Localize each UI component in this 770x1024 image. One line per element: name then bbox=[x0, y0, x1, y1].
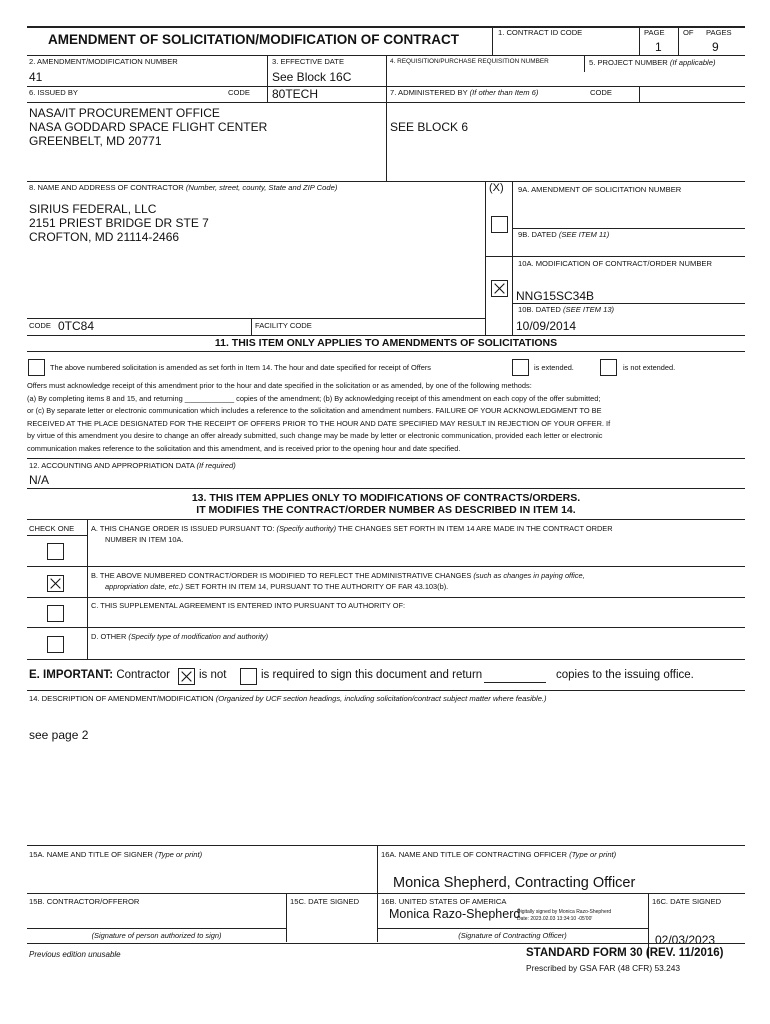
dated-10b-label: 10B. DATED (SEE ITEM 13) bbox=[518, 305, 615, 314]
item-10-checkbox[interactable] bbox=[491, 280, 508, 297]
divider bbox=[377, 928, 648, 929]
instruction-line: or (c) By separate letter or electronic communication which includes a reference to the solicitation and amendment numbers. FAILURE OF YOUR ACKNOWLEDGMENT TO BE bbox=[27, 406, 602, 416]
is-required-checkbox[interactable] bbox=[240, 668, 257, 685]
requisition-label: 4. REQUISITION/PURCHASE REQUISITION NUMBER bbox=[390, 58, 549, 65]
item-11-heading: 11. THIS ITEM ONLY APPLIES TO AMENDMENTS OF SOLICITATIONS bbox=[214, 337, 558, 349]
instruction-line: by virtue of this amendment you desire to change an offer already submitted, such change may be made by letter or electronic communication, provided each letter or electronic bbox=[27, 431, 603, 441]
standard-form-label: STANDARD FORM 30 (REV. 11/2016) bbox=[526, 947, 724, 959]
divider bbox=[27, 181, 745, 182]
divider bbox=[27, 943, 745, 944]
officer-date-value: 02/03/2023 bbox=[655, 933, 716, 947]
issuer-line: NASA GODDARD SPACE FLIGHT CENTER bbox=[29, 120, 268, 134]
divider bbox=[512, 303, 745, 304]
divider bbox=[27, 535, 87, 536]
important-label: E. IMPORTANT: bbox=[29, 669, 114, 681]
option-c-line: C. THIS SUPPLEMENTAL AGREEMENT IS ENTERED INTO PURSUANT TO AUTHORITY OF: bbox=[91, 601, 406, 610]
administered-by-label: 7. ADMINISTERED BY (If other than Item 6) bbox=[390, 88, 539, 97]
divider bbox=[27, 566, 745, 567]
dated-10b-value: 10/09/2014 bbox=[516, 319, 577, 333]
form-title: AMENDMENT OF SOLICITATION/MODIFICATION OF CONTRACT bbox=[48, 32, 459, 47]
divider bbox=[27, 597, 745, 598]
divider bbox=[27, 458, 745, 459]
digital-signature: Monica Razo-Shepherd bbox=[389, 907, 521, 921]
divider bbox=[639, 26, 640, 56]
instruction-line: communication makes reference to the solicitation and this amendment, and is received prior to the opening hour and date specified. bbox=[27, 443, 461, 453]
copies-blank[interactable] bbox=[484, 682, 546, 683]
x-column-header: (X) bbox=[489, 182, 504, 194]
not-extended-checkbox[interactable] bbox=[600, 359, 617, 376]
amendment-number-value: 41 bbox=[29, 70, 43, 84]
divider bbox=[386, 55, 387, 182]
option-b-line2: appropriation date, etc.) SET FORTH IN ITEM 14, PURSUANT TO THE AUTHORITY OF FAR 43.103(b). bbox=[105, 582, 449, 591]
modification-contract-value: NNG15SC34B bbox=[516, 289, 595, 303]
issued-code-label: CODE bbox=[228, 88, 250, 97]
issued-code-value: 80TECH bbox=[272, 87, 319, 101]
instruction-line: (a) By completing items 8 and 15, and returning ____________ copies of the amendment; (b) By acknowledging receipt of this amendment on each copy of the offer submitted; bbox=[27, 393, 601, 403]
divider bbox=[639, 86, 640, 102]
issuer-line: NASA/IT PROCUREMENT OFFICE bbox=[29, 106, 220, 120]
accounting-value: N/A bbox=[29, 473, 50, 487]
contractor-label: 8. NAME AND ADDRESS OF CONTRACTOR (Number, street, county, State and ZIP Code) bbox=[29, 183, 338, 192]
top-border bbox=[27, 26, 745, 28]
solicitation-amended-text: The above numbered solicitation is amended as set forth in Item 14. The hour and date specified for receipt of Offers bbox=[50, 363, 431, 372]
contractor-code-value: 0TC84 bbox=[58, 319, 95, 333]
option-d-line: D. OTHER (Specify type of modification and authority) bbox=[91, 632, 269, 641]
page-label: PAGE bbox=[644, 28, 665, 37]
item-9-checkbox[interactable] bbox=[491, 216, 508, 233]
pages-value: 9 bbox=[712, 40, 719, 54]
x-mark-icon bbox=[179, 669, 194, 684]
administered-code-label: CODE bbox=[590, 88, 612, 97]
not-extended-label: is not extended. bbox=[623, 363, 676, 372]
contractor-word: Contractor bbox=[116, 669, 171, 681]
item-13-heading bbox=[27, 492, 745, 516]
contract-id-label: 1. CONTRACT ID CODE bbox=[498, 28, 583, 37]
amend-solicitation-label: 9A. AMENDMENT OF SOLICITATION NUMBER bbox=[518, 185, 682, 194]
option-b-checkbox[interactable] bbox=[47, 575, 64, 592]
page-value: 1 bbox=[655, 40, 662, 54]
contractor-code-label: CODE bbox=[29, 321, 51, 330]
option-a-checkbox[interactable] bbox=[47, 543, 64, 560]
divider bbox=[27, 659, 745, 660]
is-not-label: is not bbox=[199, 669, 227, 681]
divider bbox=[485, 181, 486, 336]
divider bbox=[27, 488, 745, 489]
administered-by-value: SEE BLOCK 6 bbox=[390, 120, 469, 134]
option-a-line1: A. THIS CHANGE ORDER IS ISSUED PURSUANT TO: (Specify authority) THE CHANGES SET FORTH IN ITEM 14 ARE MADE IN THE CONTRACT ORDER bbox=[91, 524, 613, 533]
copies-label: copies to the issuing office. bbox=[556, 669, 694, 681]
item-13-heading-line: 13. THIS ITEM APPLIES ONLY TO MODIFICATIONS OF CONTRACTS/ORDERS. bbox=[191, 492, 581, 504]
divider bbox=[485, 256, 745, 257]
divider bbox=[27, 519, 745, 520]
divider bbox=[27, 845, 745, 846]
divider bbox=[27, 893, 745, 894]
divider bbox=[27, 102, 745, 103]
item-11-instructions bbox=[27, 380, 747, 456]
divider bbox=[27, 928, 286, 929]
x-mark-icon bbox=[492, 281, 507, 296]
divider bbox=[678, 26, 679, 56]
effective-date-label: 3. EFFECTIVE DATE bbox=[272, 57, 345, 66]
divider bbox=[267, 86, 268, 102]
digital-signature-line: Digitally signed by Monica Razo-Shepherd bbox=[517, 909, 612, 915]
digital-signature-info bbox=[517, 909, 611, 923]
instruction-line: RECEIVED AT THE PLACE DESIGNATED FOR THE RECEIPT OF OFFERS PRIOR TO THE HOUR AND DATE SPECIFIED MAY RESULT IN REJECTION OF YOUR OFFER. If bbox=[27, 418, 611, 428]
option-d-checkbox[interactable] bbox=[47, 636, 64, 653]
x-mark-icon bbox=[48, 576, 63, 591]
important-row bbox=[29, 670, 170, 682]
project-number-label: 5. PROJECT NUMBER (If applicable) bbox=[589, 58, 716, 67]
divider bbox=[27, 627, 745, 628]
prescribed-by-label: Prescribed by GSA FAR (48 CFR) 53.243 bbox=[526, 963, 681, 973]
officer-name-value: Monica Shepherd, Contracting Officer bbox=[393, 875, 636, 891]
effective-date-value: See Block 16C bbox=[272, 70, 352, 84]
contractor-line: CROFTON, MD 21114-2466 bbox=[29, 230, 180, 244]
accounting-label: 12. ACCOUNTING AND APPROPRIATION DATA (If required) bbox=[29, 461, 236, 470]
issuer-line: GREENBELT, MD 20771 bbox=[29, 134, 162, 148]
officer-name-label: 16A. NAME AND TITLE OF CONTRACTING OFFICER (Type or print) bbox=[381, 850, 617, 859]
officer-date-label: 16C. DATE SIGNED bbox=[652, 897, 722, 906]
divider bbox=[27, 86, 745, 87]
item-13-heading-line: IT MODIFIES THE CONTRACT/ORDER NUMBER AS DESCRIBED IN ITEM 14. bbox=[196, 504, 576, 516]
divider bbox=[512, 181, 513, 336]
amendment-number-label: 2. AMENDMENT/MODIFICATION NUMBER bbox=[29, 57, 178, 66]
digital-signature-line: Date: 2023.02.03 13:34:10 -05'00' bbox=[517, 916, 593, 922]
facility-code-label: FACILITY CODE bbox=[255, 321, 312, 330]
check-one-label: CHECK ONE bbox=[29, 524, 75, 533]
contractor-address bbox=[29, 202, 209, 244]
divider bbox=[27, 351, 745, 352]
pages-label: PAGES bbox=[706, 28, 732, 37]
divider bbox=[286, 893, 287, 942]
is-extended-checkbox[interactable] bbox=[512, 359, 529, 376]
signer-name-label: 15A. NAME AND TITLE OF SIGNER (Type or print) bbox=[29, 850, 203, 859]
modification-contract-label: 10A. MODIFICATION OF CONTRACT/ORDER NUMBER bbox=[518, 259, 712, 268]
divider bbox=[492, 26, 493, 56]
officer-signature-note: (Signature of Contracting Officer) bbox=[458, 931, 567, 940]
is-required-label: is required to sign this document and return bbox=[261, 669, 483, 681]
description-value: see page 2 bbox=[29, 728, 89, 742]
divider bbox=[512, 228, 745, 229]
contractor-line: SIRIUS FEDERAL, LLC bbox=[29, 202, 157, 216]
contractor-date-label: 15C. DATE SIGNED bbox=[290, 897, 360, 906]
issued-by-label: 6. ISSUED BY bbox=[29, 88, 78, 97]
contractor-offeror-label: 15B. CONTRACTOR/OFFEROR bbox=[29, 897, 140, 906]
usa-label: 16B. UNITED STATES OF AMERICA bbox=[381, 897, 507, 906]
is-extended-label: is extended. bbox=[534, 363, 574, 372]
divider bbox=[27, 318, 485, 319]
issuer-address bbox=[29, 106, 267, 148]
divider bbox=[251, 318, 252, 336]
previous-edition-note: Previous edition unusable bbox=[29, 950, 121, 959]
contractor-signature-note: (Signature of person authorized to sign) bbox=[91, 931, 222, 940]
divider bbox=[27, 690, 745, 691]
option-a-line2: NUMBER IN ITEM 10A. bbox=[105, 535, 184, 544]
of-label: OF bbox=[683, 28, 694, 37]
instruction-line: Offers must acknowledge receipt of this amendment prior to the hour and date specified in the solicitation or as amended, by one of the following methods: bbox=[27, 381, 532, 390]
divider bbox=[87, 519, 88, 659]
option-c-checkbox[interactable] bbox=[47, 605, 64, 622]
description-label: 14. DESCRIPTION OF AMENDMENT/MODIFICATION (Organized by UCF section headings, including solicitation/contract subject matter where feasible.) bbox=[29, 694, 547, 703]
contractor-line: 2151 PRIEST BRIDGE DR STE 7 bbox=[29, 216, 209, 230]
is-not-checkbox[interactable] bbox=[178, 668, 195, 685]
divider bbox=[27, 335, 745, 336]
solicitation-amended-checkbox[interactable] bbox=[28, 359, 45, 376]
option-b-line1: B. THE ABOVE NUMBERED CONTRACT/ORDER IS MODIFIED TO REFLECT THE ADMINISTRATIVE CHANGES (such as changes in paying office, bbox=[91, 571, 585, 580]
divider bbox=[584, 55, 585, 72]
dated-9b-label: 9B. DATED (SEE ITEM 11) bbox=[518, 230, 610, 239]
